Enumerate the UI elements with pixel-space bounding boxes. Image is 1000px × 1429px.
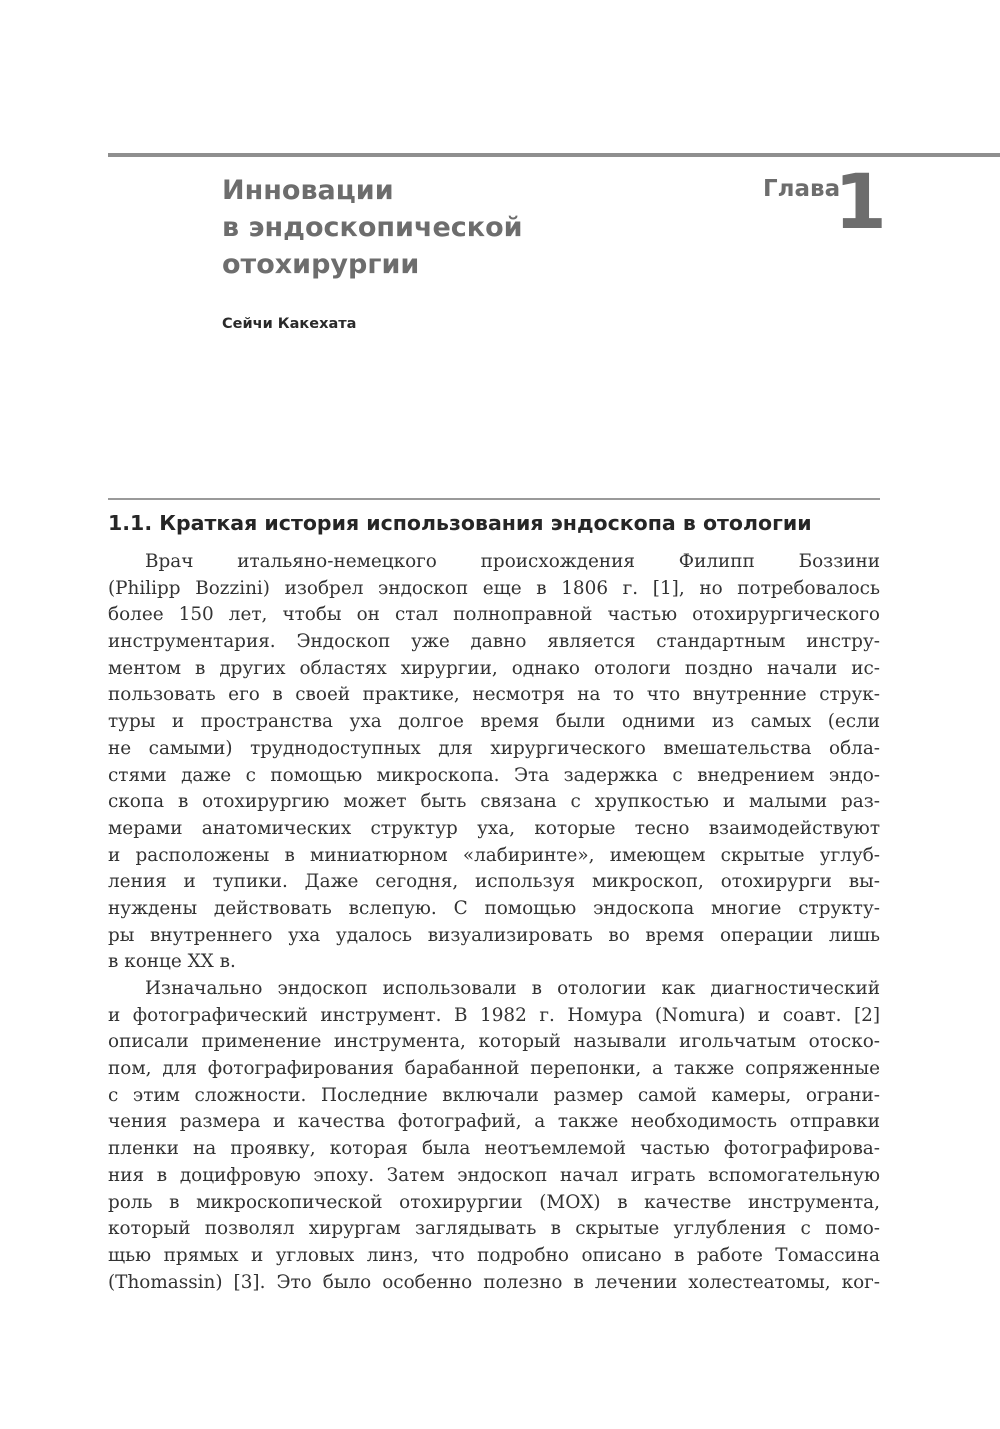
section-rule	[108, 498, 880, 500]
body-text	[108, 549, 880, 1296]
chapter-number: 1	[834, 157, 887, 246]
chapter-label: Глава	[763, 176, 841, 202]
text-line: в конце XX в.	[108, 951, 236, 973]
text-line: (Philipp Bozzini) изобрел эндоскоп еще в 1806 г. [1], но потребовалось	[108, 577, 880, 599]
text-line: роль в микроскопической отохирургии (МОХ) в качестве инструмента,	[108, 1191, 880, 1213]
text-line: пленки на проявку, которая была неотъемлемой частью фотографирова-	[108, 1138, 880, 1160]
chapter-title-line: в эндоскопической	[222, 212, 523, 243]
text-line: пом, для фотографирования барабанной перепонки, а также сопряженные	[108, 1058, 880, 1080]
text-line: описали применение инструмента, который называли игольчатым отоско-	[108, 1031, 880, 1053]
text-line: который позволял хирургам заглядывать в скрытые углубления с помо-	[108, 1218, 880, 1240]
text-line: и фотографический инструмент. В 1982 г. Номура (Nomura) и соавт. [2]	[108, 1004, 880, 1026]
text-line: (Thomassin) [3]. Это было особенно полезно в лечении холестеатомы, ког-	[108, 1271, 880, 1293]
chapter-title	[222, 172, 642, 283]
chapter-title-line: Инновации	[222, 175, 394, 206]
paragraph-1	[108, 549, 880, 976]
text-line: ментом в других областях хирургии, однако отологи поздно начали ис-	[108, 657, 880, 679]
text-line: пользовать его в своей практике, несмотря на то что внутренние струк-	[108, 684, 880, 706]
text-line: более 150 лет, чтобы он стал полноправной частью отохирургического	[108, 604, 880, 626]
text-line: ры внутреннего уха удалось визуализировать во время операции лишь	[108, 924, 880, 946]
text-line: щью прямых и угловых линз, что подробно описано в работе Томассина	[108, 1244, 880, 1266]
text-line: Врач итальяно-немецкого происхождения Филипп Боззини	[145, 551, 880, 572]
text-line: ления и тупики. Даже сегодня, используя микроскоп, отохирурги вы-	[108, 871, 880, 893]
text-line: скопа в отохирургию может быть связана с хрупкостью и малыми раз-	[108, 791, 880, 813]
text-line: и расположены в миниатюрном «лабиринте», имеющем скрытые углуб-	[108, 844, 880, 866]
text-line: стями даже с помощью микроскопа. Эта задержка с внедрением эндо-	[108, 764, 880, 786]
text-line: нуждены действовать вслепую. С помощью эндоскопа многие структу-	[108, 897, 880, 919]
text-line: мерами анатомических структур уха, которые тесно взаимодействуют	[108, 817, 880, 839]
chapter-author: Сейчи Какехата	[222, 316, 357, 332]
section-heading: 1.1. Краткая история использования эндоскопа в отологии	[108, 511, 812, 535]
text-line: с этим сложности. Последние включали размер самой камеры, ограни-	[108, 1084, 880, 1106]
text-line: ния в доцифровую эпоху. Затем эндоскоп начал играть вспомогательную	[108, 1164, 880, 1186]
chapter-title-line: отохирургии	[222, 249, 420, 280]
text-line: Изначально эндоскоп использовали в отологии как диагностический	[145, 978, 880, 999]
text-line: инструментария. Эндоскоп уже давно является стандартным инстру-	[108, 631, 880, 653]
paragraph-2	[108, 976, 880, 1296]
text-line: не самыми) труднодоступных для хирургического вмешательства обла-	[108, 737, 880, 759]
text-line: туры и пространства уха долгое время были одними из самых (если	[108, 711, 880, 733]
text-line: чения размера и качества фотографий, а также необходимость отправки	[108, 1111, 880, 1133]
